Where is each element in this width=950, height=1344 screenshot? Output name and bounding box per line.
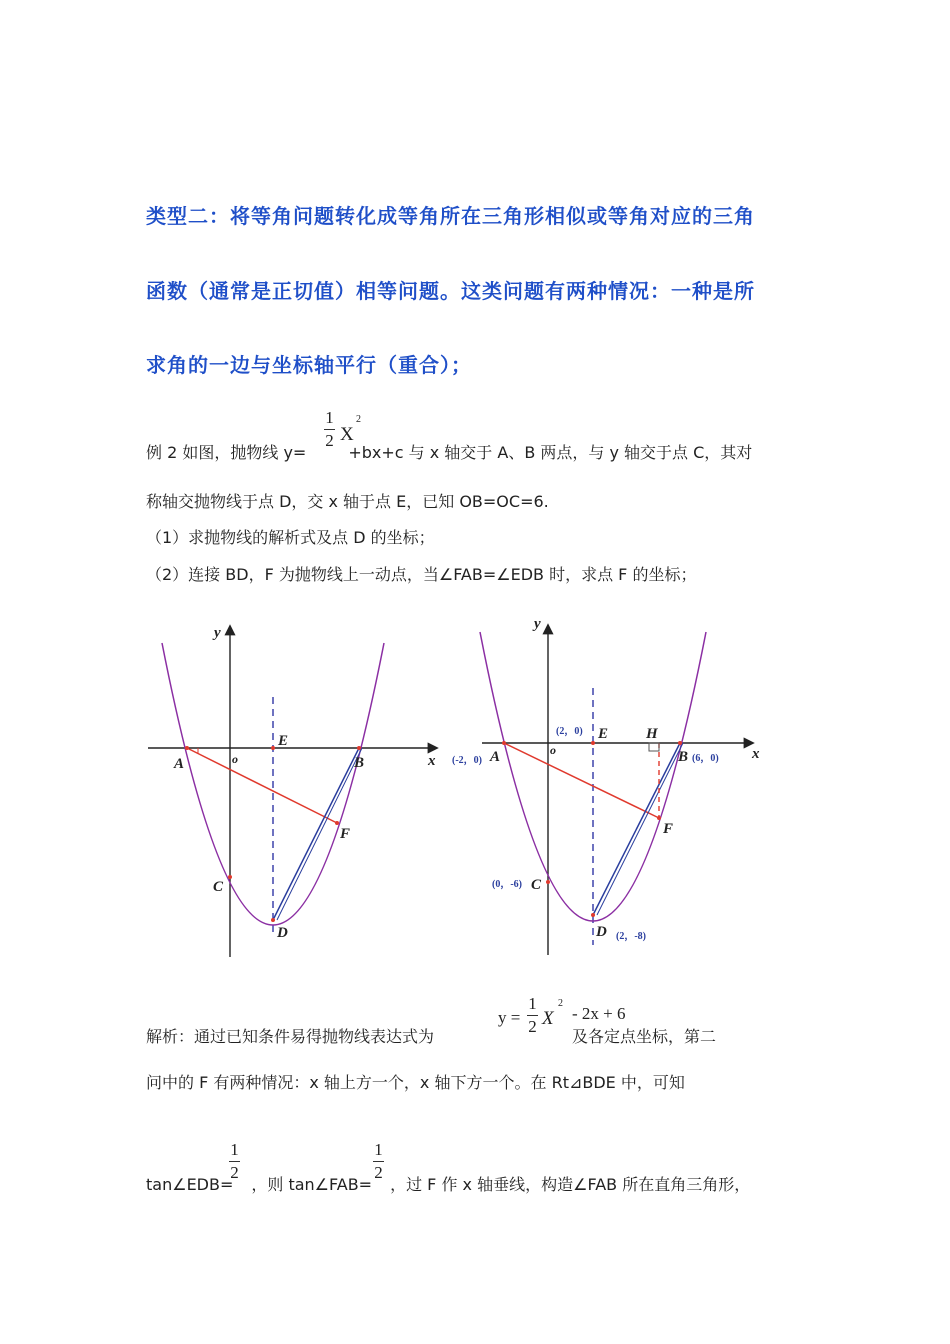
point-a (185, 746, 189, 750)
section-heading-line-1: 类型二：将等角问题转化成等角所在三角形相似或等角对应的三角 (146, 204, 755, 228)
example-prefix: 例 2 如图，抛物线 y= (146, 443, 307, 462)
label-a: A (490, 749, 501, 765)
label-c: C (213, 879, 224, 895)
point-c (228, 875, 232, 879)
label-h: H (646, 726, 658, 742)
point-b (357, 746, 361, 750)
coord-a: (-2，0) (452, 755, 482, 766)
label-b: B (354, 755, 365, 771)
label-e: E (278, 733, 289, 749)
formula-y: y = (498, 1008, 521, 1027)
analysis-line-2: 问中的 F 有两种情况：x 轴上方一个，x 轴下方一个。在 Rt⊿BDE 中，可知 (146, 1073, 685, 1092)
point-e (591, 741, 595, 745)
label-a: A (174, 756, 185, 772)
example-x-var: X (340, 424, 354, 445)
analysis-suffix: 及各定点坐标，第二 (572, 1027, 717, 1046)
label-o: o (550, 743, 556, 757)
point-d (591, 913, 595, 917)
perpendicular-text: ，过 F 作 x 轴垂线，构造∠FAB 所在直角三角形， (390, 1175, 751, 1194)
label-c: C (531, 877, 542, 893)
point-e (271, 746, 275, 750)
example-fraction: 1 2 (325, 408, 334, 450)
point-f (335, 821, 339, 825)
example-line-1 (146, 440, 752, 463)
analysis-prefix: 解析：通过已知条件易得抛物线表达式为 (146, 1027, 435, 1046)
example-line-2: 称轴交抛物线于点 D，交 x 轴于点 E，已知 OB=OC=6. (146, 492, 549, 511)
label-f: F (663, 821, 674, 837)
coord-b: (6，0) (692, 753, 719, 764)
point-d (271, 918, 275, 922)
section-heading-line-3: 求角的一边与坐标轴平行（重合）； (146, 353, 472, 377)
tan-fab-text: ，则 tan∠FAB= (251, 1175, 373, 1194)
question-2: （2）连接 BD，F 为抛物线上一动点，当∠FAB=∠EDB 时，求点 F 的坐标； (146, 565, 697, 584)
coord-d: (2，-8) (616, 931, 646, 942)
coord-c: (0，-6) (492, 879, 522, 890)
example-suffix: +bx+c 与 x 轴交于 A、B 两点，与 y 轴交于点 C，其对 (348, 443, 753, 462)
analysis-line-1 (146, 1024, 716, 1047)
label-d: D (277, 925, 288, 941)
label-o: o (232, 752, 238, 766)
section-heading-line-2: 函数（通常是正切值）相等问题。这类问题有两种情况：一种是所 (146, 279, 755, 303)
right-angle-mark-h (649, 743, 659, 751)
segment-af (187, 748, 337, 823)
tan-edb-text: tan∠EDB= (146, 1175, 234, 1194)
figure-right (440, 610, 780, 965)
question-1: （1）求抛物线的解析式及点 D 的坐标； (146, 528, 435, 547)
segment-af (504, 743, 659, 818)
label-y: y (534, 616, 541, 632)
label-x: x (428, 753, 436, 769)
point-b (678, 741, 682, 745)
point-f (657, 816, 661, 820)
label-d: D (596, 924, 607, 940)
coord-e: (2，0) (556, 726, 583, 737)
label-f: F (340, 826, 351, 842)
formula-x-var: X (542, 1008, 554, 1029)
formula-x-exponent: 2 (558, 998, 563, 1009)
label-y: y (214, 625, 221, 641)
label-x: x (752, 746, 760, 762)
tan-edb-fraction: 1 2 (230, 1140, 239, 1182)
label-b: B (678, 749, 689, 765)
figure-left (140, 615, 450, 965)
point-c (546, 880, 550, 884)
point-a (502, 741, 506, 745)
label-e: E (598, 726, 609, 742)
tan-fab-fraction: 1 2 (374, 1140, 383, 1182)
formula-rest: - 2x + 6 (572, 1004, 626, 1023)
example-x-exponent: 2 (356, 414, 361, 425)
formula-fraction: 1 2 (528, 994, 537, 1036)
